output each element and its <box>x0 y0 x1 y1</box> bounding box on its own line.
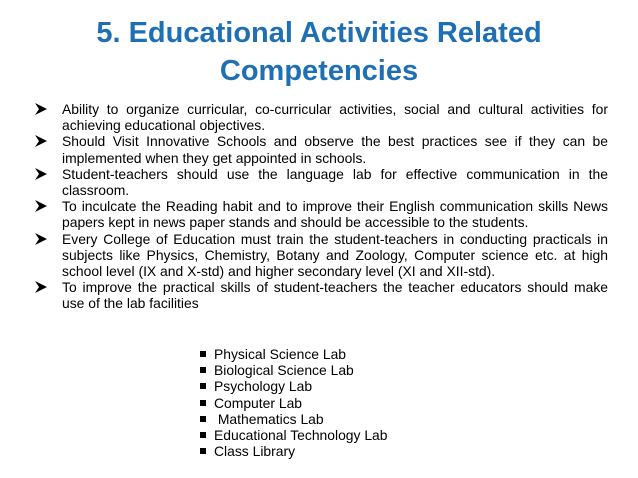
slide-title: 5. Educational Activities Related Competencies <box>96 17 542 87</box>
square-bullet-icon <box>200 383 206 389</box>
lab-label: Computer Lab <box>214 394 303 411</box>
bullet-item <box>34 198 608 230</box>
lab-item <box>199 395 388 411</box>
bullet-item <box>34 166 608 198</box>
bullet-list <box>34 101 608 312</box>
arrow-bullet-icon <box>34 134 48 148</box>
bullet-text: Student-teachers should use the language lab for effective communication in the classroom. <box>62 165 608 199</box>
square-bullet-icon <box>200 416 206 422</box>
square-bullet-icon <box>200 448 206 454</box>
arrow-bullet-icon <box>34 232 48 246</box>
lab-item <box>199 346 388 362</box>
lab-item <box>199 411 388 427</box>
lab-item <box>199 443 388 459</box>
bullet-item <box>34 279 608 311</box>
square-bullet-icon <box>200 367 206 373</box>
bullet-text: Should Visit Innovative Schools and observe the best practices see if they can be implemented when they get appointed in schools. <box>62 133 608 166</box>
lab-label: Class Library <box>214 443 296 460</box>
lab-label: Psychology Lab <box>214 378 313 395</box>
square-bullet-icon <box>200 351 206 357</box>
bullet-item <box>34 133 608 165</box>
bullet-text: Every College of Education must train the student-teachers in conducting practicals in subjects like Physics, Chemistry, Botany and Zoology, Computer science etc. at high school level (IX and X-std) and higher secondary level (XI and XII-std). <box>62 230 608 280</box>
bullet-text: To improve the practical skills of student-teachers the teacher educators should make use of the lab facilities <box>62 279 608 312</box>
lab-item <box>199 362 388 378</box>
arrow-bullet-icon <box>34 167 48 181</box>
lab-item <box>199 378 388 394</box>
lab-label: Educational Technology Lab <box>214 427 388 444</box>
lab-list <box>199 346 388 459</box>
bullet-item <box>34 101 608 133</box>
bullet-item <box>34 231 608 280</box>
lab-label: Biological Science Lab <box>214 362 354 379</box>
lab-label: Physical Science Lab <box>214 346 347 362</box>
square-bullet-icon <box>200 400 206 406</box>
arrow-bullet-icon <box>34 199 48 213</box>
square-bullet-icon <box>200 432 206 438</box>
bullet-text: To inculcate the Reading habit and to improve their English communication skills News papers kept in news paper stands and should be accessible to the students. <box>62 198 608 231</box>
lab-item <box>199 427 388 443</box>
arrow-bullet-icon <box>34 102 48 116</box>
lab-label: Mathematics Lab <box>214 410 324 427</box>
bullet-text: Ability to organize curricular, co-curricular activities, social and cultural activities for achieving educational objectives. <box>62 101 608 134</box>
arrow-bullet-icon <box>34 280 48 294</box>
